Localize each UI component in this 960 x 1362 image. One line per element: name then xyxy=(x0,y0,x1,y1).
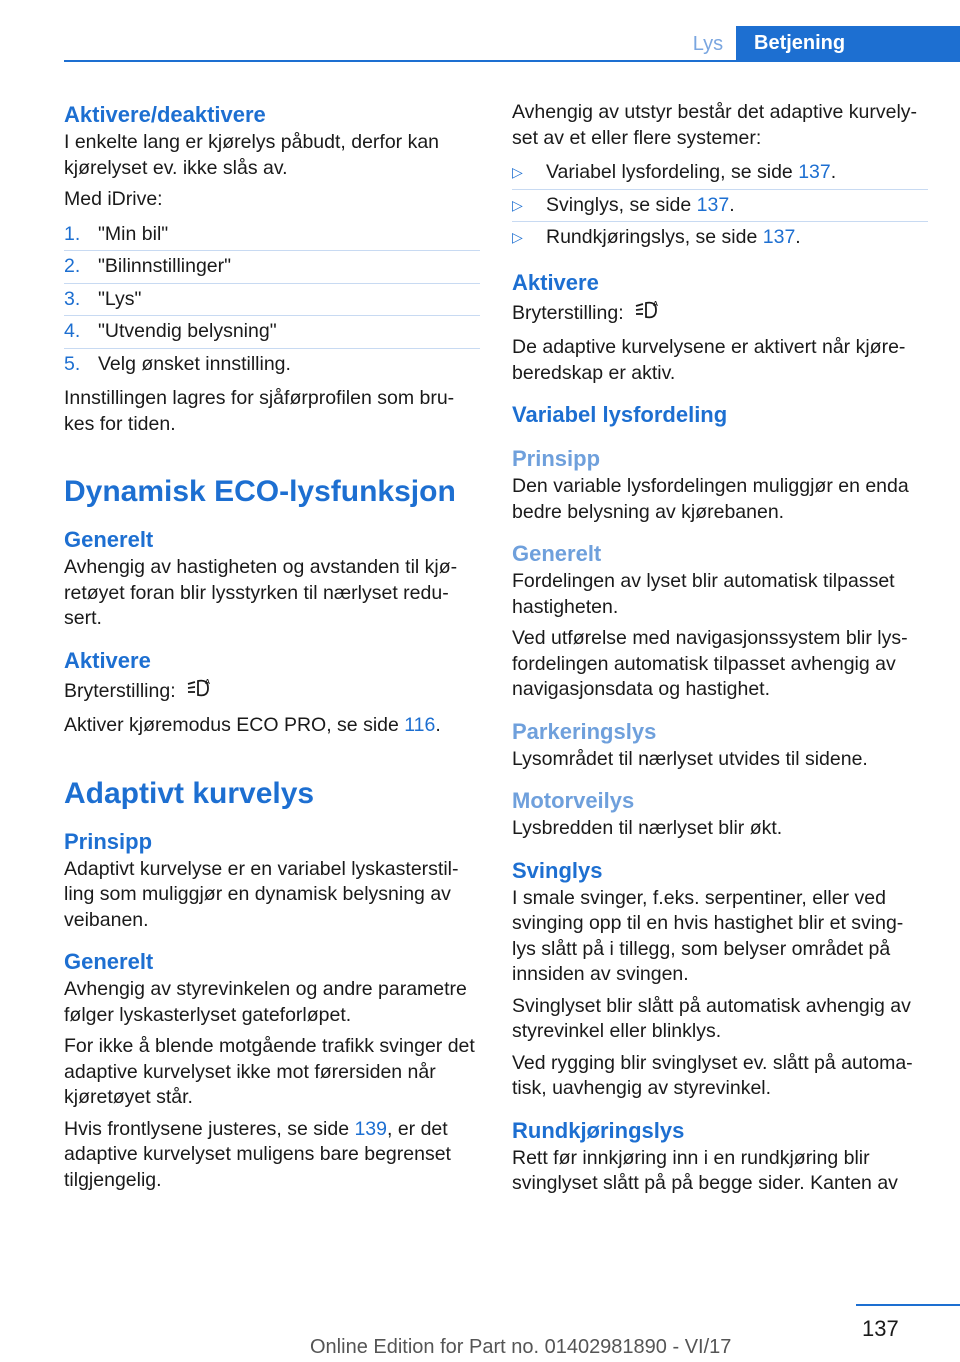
paragraph: I smale svinger, f.eks. serpentiner, eller ved svinging opp til en hvis hastighet blir et sving‐ lys slått på i tillegg, som belyser området på innsiden av svingen. xyxy=(512,886,904,985)
step-number: 4. xyxy=(64,320,81,342)
list-item xyxy=(512,157,928,190)
heading-generelt: Generelt xyxy=(64,949,154,974)
heading-prinsipp: Prinsipp xyxy=(64,828,153,854)
heading-generelt: Generelt xyxy=(64,527,154,552)
page-link[interactable]: 137 xyxy=(798,161,831,183)
paragraph: Avhengig av styrevinkelen og andre parametre følger lyskasterlyset gateforløpet. xyxy=(64,978,467,1026)
page-link[interactable]: 137 xyxy=(762,226,796,248)
footer-rule xyxy=(856,1304,960,1306)
edition-footer: Online Edition for Part no. 01402981890 - VI/17 xyxy=(310,1336,732,1358)
list-item xyxy=(64,349,480,381)
heading-aktivere: Aktivere xyxy=(64,647,151,673)
paragraph: Lysbredden til nærlyset blir økt. xyxy=(512,817,783,839)
page-number: 137 xyxy=(862,1316,899,1341)
paragraph: Fordelingen av lyset blir automatisk tilpasset hastigheten. xyxy=(512,570,895,618)
text: Variabel lysfordeling, se side xyxy=(546,161,799,183)
list-item xyxy=(64,251,480,284)
heading-motorveilys: Motorveilys xyxy=(512,788,635,813)
svg-text:A: A xyxy=(652,300,658,308)
triangle-bullet-icon: ▷ xyxy=(512,164,523,180)
paragraph: De adaptive kurvelysene er aktivert når kjøre‐ beredskap er aktiv. xyxy=(512,336,906,384)
paragraph: Ved utførelse med navigasjonssystem blir lys‐ fordelingen automatisk tilpasset avhengig av navigasjonsdata og hastighet. xyxy=(512,627,908,700)
step-text: "Min bil" xyxy=(98,222,169,245)
step-number: 1. xyxy=(64,222,81,245)
triangle-bullet-icon: ▷ xyxy=(512,196,523,213)
paragraph: Den variable lysfordelingen muliggjør en enda bedre belysning av kjørebanen. xyxy=(512,475,909,523)
heading-dynamisk-eco: Dynamisk ECO-lysfunksjon xyxy=(64,475,456,508)
step-text: Velg ønsket innstilling. xyxy=(98,352,291,375)
tab-betjening[interactable]: Betjening xyxy=(736,26,960,60)
heading-rundkjoringslys: Rundkjøringslys xyxy=(512,1117,685,1143)
paragraph: Avhengig av hastigheten og avstanden til kjø‐ retøyet foran blir lysstyrken til nærlyset redu‐ sert. xyxy=(64,556,458,629)
paragraph xyxy=(64,713,480,739)
steps-list xyxy=(64,219,480,381)
paragraph xyxy=(64,1117,480,1194)
auto-headlight-switch-icon xyxy=(186,676,214,708)
switch-position-line xyxy=(512,298,928,330)
paragraph: Lysområdet til nærlyset utvides til sidene. xyxy=(512,747,868,770)
text: , er det adaptive kurvelyset muligens bare begrenset tilgjengelig. xyxy=(64,1117,451,1191)
step-number: 2. xyxy=(64,255,81,277)
list-item xyxy=(64,316,480,349)
list-item xyxy=(512,222,928,254)
step-number: 3. xyxy=(64,287,81,310)
paragraph: I enkelte lang er kjørelys påbudt, derfor kan kjørelyset ev. ikke slås av. xyxy=(64,131,440,179)
paragraph: Rett før innkjøring inn i en rundkjøring blir svinglyset slått på på begge sider. Kanten av xyxy=(512,1146,898,1194)
text: Svinglys, se side xyxy=(546,193,697,216)
step-text: "Bilinnstillinger" xyxy=(98,255,232,277)
paragraph: Svinglyset blir slått på automatisk avhengig av styrevinkel eller blinklys. xyxy=(512,994,911,1042)
heading-svinglys: Svinglys xyxy=(512,857,603,883)
page-link[interactable]: 137 xyxy=(696,193,730,216)
auto-headlight-switch-icon xyxy=(634,298,662,330)
triangle-bullet-icon: ▷ xyxy=(512,229,523,245)
text: Aktiver kjøremodus ECO PRO, se side xyxy=(64,714,405,736)
heading-parkeringslys: Parkeringslys xyxy=(512,718,657,744)
text: . xyxy=(729,193,735,216)
switch-label: Bryterstilling: xyxy=(512,301,624,324)
page-link[interactable]: 139 xyxy=(354,1117,387,1140)
svg-text:A: A xyxy=(204,678,210,686)
paragraph: For ikke å blende motgående trafikk svinger det adaptive kurvelyset ikke mot førersiden når kjøretøyet står. xyxy=(64,1035,475,1108)
heading-adaptivt-kurvelys: Adaptivt kurvelys xyxy=(64,776,315,810)
paragraph: Med iDrive: xyxy=(64,188,163,210)
step-number: 5. xyxy=(64,352,81,375)
paragraph: Adaptivt kurvelyse er en variabel lyskasterstil‐ ling som muliggjør en dynamisk belysning av veibanen. xyxy=(64,857,459,931)
tab-lys[interactable]: Lys xyxy=(692,33,724,55)
switch-label: Bryterstilling: xyxy=(64,679,176,702)
paragraph: Ved rygging blir svinglyset ev. slått på automa‐ tisk, uavhengig av styrevinkel. xyxy=(512,1051,913,1099)
paragraph: Innstillingen lagres for sjåførprofilen som bru‐ kes for tiden. xyxy=(64,387,455,435)
text: Rundkjøringslys, se side xyxy=(546,226,763,248)
heading-prinsipp: Prinsipp xyxy=(512,446,601,471)
heading-aktivere: Aktivere xyxy=(512,269,599,295)
text: . xyxy=(795,226,801,248)
list-item xyxy=(64,219,480,252)
page-link[interactable]: 116 xyxy=(404,714,436,736)
systems-list xyxy=(512,157,928,254)
left-column xyxy=(64,100,480,1193)
heading-aktivere-deaktivere: Aktivere/deaktivere xyxy=(64,102,266,127)
list-item xyxy=(64,284,480,317)
list-item xyxy=(512,190,928,223)
step-text: "Lys" xyxy=(98,287,142,310)
header-rule xyxy=(64,60,960,62)
heading-variabel-lysfordeling: Variabel lysfordeling xyxy=(512,402,728,427)
text: . xyxy=(435,714,441,736)
text: . xyxy=(830,161,837,183)
paragraph: Avhengig av utstyr består det adaptive kurvely‐ set av et eller flere systemer: xyxy=(512,101,918,149)
right-column xyxy=(512,100,928,1197)
heading-generelt: Generelt xyxy=(512,541,602,566)
text: Hvis frontlysene justeres, se side xyxy=(64,1117,355,1140)
step-text: "Utvendig belysning" xyxy=(98,320,277,342)
switch-position-line xyxy=(64,676,480,708)
